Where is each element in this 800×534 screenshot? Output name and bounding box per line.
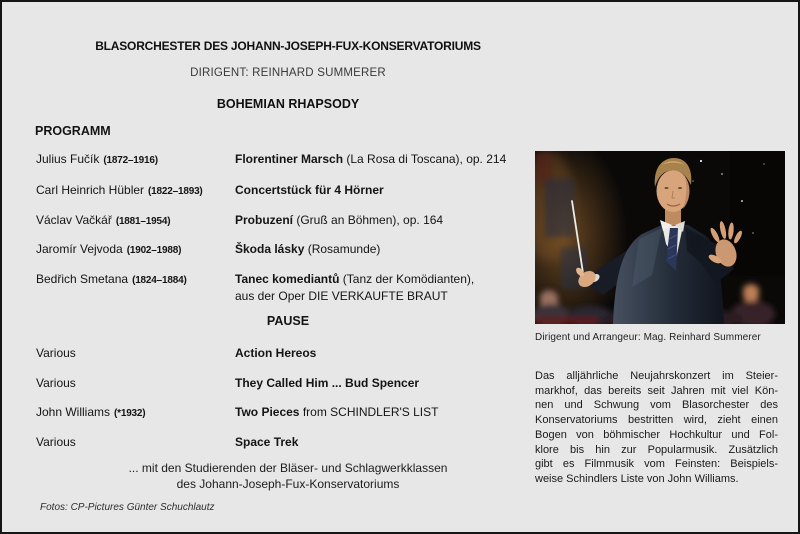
composer-years: (1902–1988): [126, 245, 182, 256]
composer-name: Carl Heinrich Hübler (1822–1893): [36, 183, 203, 197]
ensemble-note-line1: ... mit den Studierenden der Bläser- und Schlagwerkklassen: [128, 461, 448, 475]
piece-title: Florentiner Marsch (La Rosa di Toscana), op. 214: [235, 152, 507, 166]
composer-name: John Williams (*1932): [36, 405, 146, 419]
program-heading: PROGRAMM: [35, 124, 111, 138]
photo-caption: Dirigent und Arrangeur: Mag. Reinhard Summerer: [535, 332, 761, 343]
composer-name: Jaromír Vejvoda (1902–1988): [36, 242, 182, 256]
piece-title: Space Trek: [235, 435, 299, 449]
piece-title: Tanec komediantů (Tanz der Komödianten), aus der Oper DIE VERKAUFTE BRAUT: [235, 271, 541, 305]
ensemble-note: [35, 460, 541, 492]
conductor-line: DIRIGENT: REINHARD SUMMERER: [190, 67, 386, 79]
photo-credit: Fotos: CP-Pictures Günter Schuchlautz: [40, 502, 215, 513]
conductor-photo-art: [535, 151, 785, 324]
composer-years: (1824–1884): [132, 275, 187, 286]
composer-years: (1881–1954): [115, 216, 171, 227]
composer-years: (1872–1916): [103, 155, 158, 166]
info-paragraph: [535, 369, 778, 487]
piece-title: Two Pieces from SCHINDLER'S LIST: [235, 405, 439, 419]
concert-title: BOHEMIAN RHAPSODY: [216, 97, 360, 111]
piece-title: Action Hereos: [235, 346, 317, 360]
piece-title-line2: aus der Oper DIE VERKAUFTE BRAUT: [235, 289, 448, 303]
piece-title: Probuzení (Gruß an Böhmen), op. 164: [235, 213, 444, 227]
pause-label: PAUSE: [266, 314, 310, 328]
ensemble-note-line2: des Johann-Joseph-Fux-Konservatoriums: [176, 477, 400, 491]
info-line: Das alljährliche Neujahrskonzert im Steier-: [535, 370, 778, 382]
info-line: markhof, das bereits seit Jahren mit viel Kön-: [535, 384, 778, 397]
orchestra-title: BLASORCHESTER DES JOHANN-JOSEPH-FUX-KONSERVATORIUMS: [95, 39, 481, 53]
info-line: klore bis hin zur Popularmusik. Zusätzlich: [535, 443, 778, 456]
piece-title: They Called Him ... Bud Spencer: [235, 376, 420, 390]
piece-title: Concertstück für 4 Hörner: [235, 183, 384, 197]
info-line: nen und Schwung vom Blasorchester des: [535, 399, 778, 412]
composer-name: Julius Fučík (1872–1916): [36, 152, 158, 166]
composer-name: Various: [36, 435, 76, 449]
composer-name: Various: [36, 346, 76, 360]
composer-name: Various: [36, 376, 76, 390]
composer-name: Bedřich Smetana (1824–1884): [36, 272, 187, 286]
info-line: weise Schindlers Liste von John Williams.: [535, 472, 739, 485]
composer-years: (1822–1893): [148, 186, 203, 197]
composer-years: (*1932): [114, 408, 146, 419]
info-line: Konservatoriums bestritten wird, zieht einen: [535, 414, 778, 427]
info-line: Bogen von böhmischer Hochkultur und Fol-: [535, 428, 778, 441]
conductor-photo: [535, 151, 785, 324]
info-line: gibt es Filmmusik vom Feinsten: Beispiels-: [535, 458, 778, 471]
composer-name: Václav Vačkář (1881–1954): [36, 213, 171, 227]
piece-title: Škoda lásky (Rosamunde): [235, 242, 381, 256]
